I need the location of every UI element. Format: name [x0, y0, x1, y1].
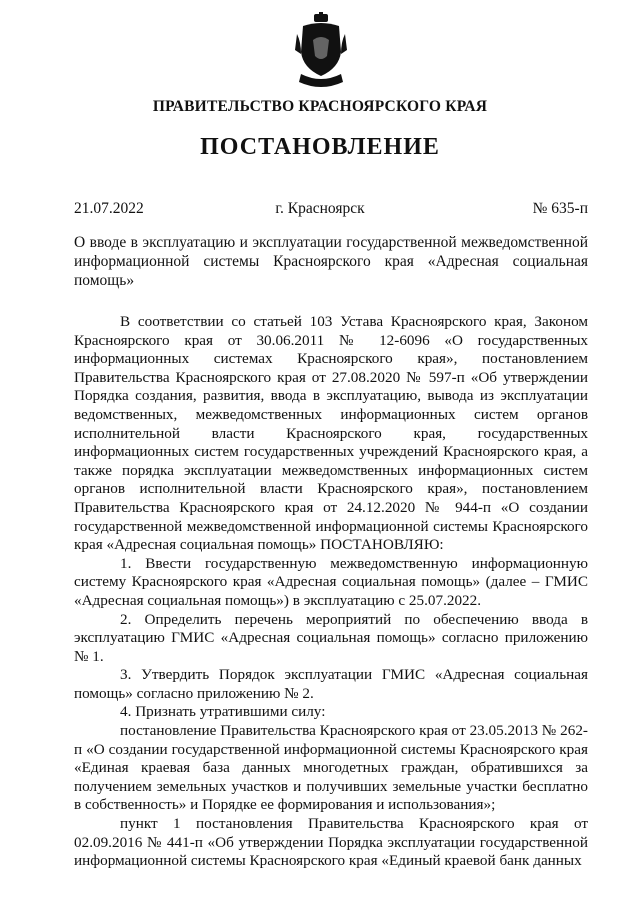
document-body: [74, 313, 588, 871]
document-date: 21.07.2022: [74, 200, 144, 217]
document-city: г. Красноярск: [275, 200, 365, 217]
clause-3: 3. Утвердить Порядок эксплуатации ГМИС «Адресная социальная помощь» согласно приложению № 2.: [74, 666, 588, 702]
document-title: О вводе в эксплуатацию и эксплуатации государственной межведомственной информационной системы Красноярского края «Адресная социальная помощь»: [74, 234, 588, 289]
coat-of-arms-icon: [295, 12, 347, 94]
government-name: ПРАВИТЕЛЬСТВО КРАСНОЯРСКОГО КРАЯ: [152, 98, 488, 115]
document-number: № 635-п: [532, 200, 588, 217]
clause-2: 2. Определить перечень мероприятий по обеспечению ввода в эксплуатацию ГМИС «Адресная социальная помощь» согласно приложению № 1.: [74, 610, 588, 665]
repealed-item-1: постановление Правительства Красноярского края от 23.05.2013 № 262-п «О создании государственной информационной системы Красноярского края «Единая краевая база данных многодетных граждан, обратившихся за получением земельных участков и получивших земельные участки бесплатно в собственность» и Порядке ее формирования и использования»;: [74, 722, 588, 814]
clause-1: 1. Ввести государственную межведомственную информационную систему Красноярского края «Адресная социальная помощь» (далее – ГМИС «Адресная социальная помощь») в эксплуатацию с 25.07.2022.: [74, 554, 588, 609]
document-type-heading: ПОСТАНОВЛЕНИЕ: [200, 134, 440, 160]
repealed-item-2: пункт 1 постановления Правительства Красноярского края от 02.09.2016 № 441-п «Об утверждении Порядка эксплуатации государственной информационной системы Красноярского края «Единый краевой банк данных: [74, 815, 588, 870]
preamble-paragraph: В соответствии со статьей 103 Устава Красноярского края, Законом Красноярского края от 30.06.2011 № 12-6096 «О государственных информационных системах Красноярского края», постановлением Правительства Красноярского края от 27.08.2020 № 597-п «Об утверждении Порядка создания, развития, ввода в эксплуатацию, вывода из эксплуатации ведомственных, межведомственных информационных систем органов исполнительной власти Красноярского края, государственных информационных систем государственных учреждений Красноярского края, а также порядка эксплуатации межведомственных информационных систем органов исполнительной власти Красноярского края», постановлением Правительства Красноярского края от 24.12.2020 № 944-п «О создании государственной межведомственной информационной системы Красноярского края «Адресная социальная помощь» ПОСТАНОВЛЯЮ:: [74, 313, 588, 554]
clause-4: 4. Признать утратившими силу:: [120, 703, 326, 721]
